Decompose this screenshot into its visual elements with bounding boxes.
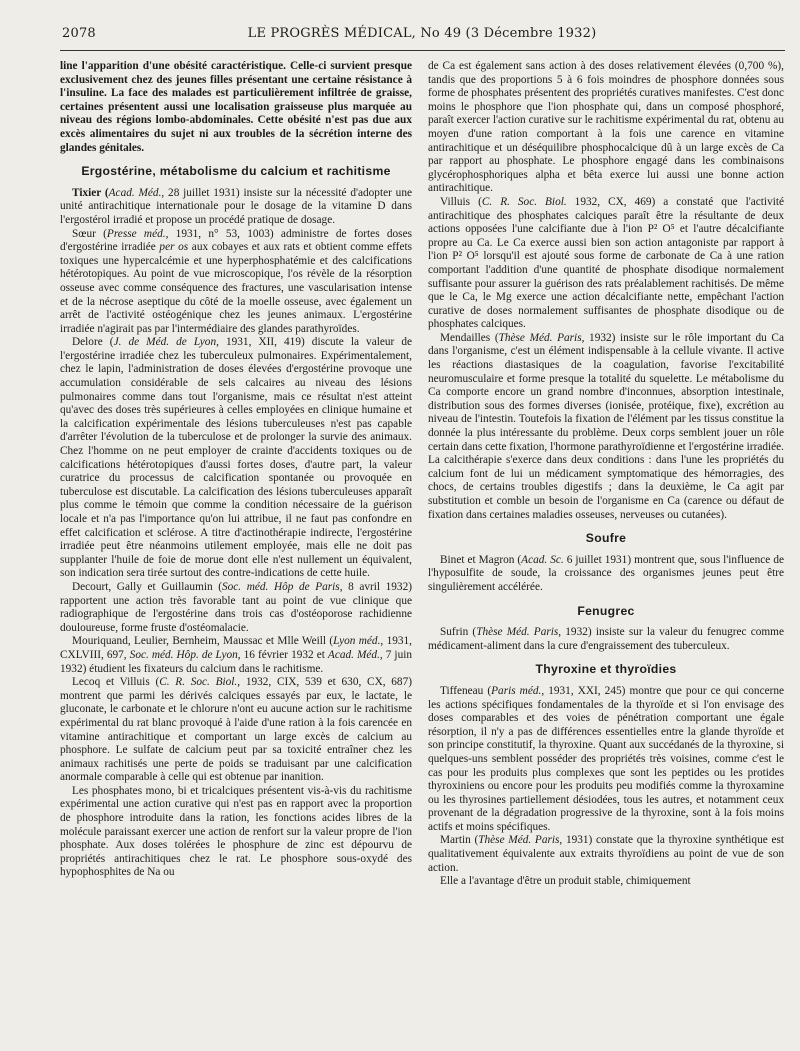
header-rule (60, 50, 785, 51)
paragraph-soeur: Sœur (Presse méd., 1931, n° 53, 1003) administre de fortes doses d'ergostérine irradiée per os aux cobayes et aux rats et obtient comme effets toxiques une hypercalcémie et une hyperphosphatémie et des calcifications hétérotopiques. Au point de vue microscopique, l'os révèle de la résorption osseuse avec comme conséquence des fractures, une vascularisation intense et de la nécrose aseptique du côté de la moelle osseuse, avec également un arrêt de l'activité ostéogénique chez les jeunes animaux. L'ergostérine irradiée n'agirait pas par l'intermédiaire des glandes parathyroïdes. (60, 227, 412, 335)
paragraph-tiffeneau: Tiffeneau (Paris méd., 1931, XXI, 245) montre que pour ce qui concerne les actions spécifiques fondamentales de la thyroïde et si l'on envisage des doses comparables et des voies de pénétration comportant une égale résorption, il n'y a pas de différences essentielles entre la glande thyroïde et son principe constitutif, la thyroxine. Quant aux succédanés de la thyroxine, si quelques-uns semblent posséder des propriétés très voisines, comme c'est le cas pour les produits plus complexes que sont les peptides ou les protides thyroxiniens ou encore pour les produits peu modifiés comme la thyroxamine ou les thyrosines partiellement désiodées, tous les autres, et notamment ceux provenant de la dégradation progressive de la thyroxine, sont à la fois moins actifs et moins spécifiques. (428, 684, 785, 833)
paragraph-villuis: Villuis (C. R. Soc. Biol. 1932, CX, 469) a constaté que l'activité antirachitique des phosphates calciques paraît être la résultante de deux actions opposées l'une calcifiante due à l'ion P² O⁵ et l'autre décalcifiante propre au Ca. Le Ca exerce aussi bien son action antagoniste par rapport à l'ion P² O⁵ lorsqu'il est ajouté sous forme de carbonate de Ca à une ration comportant l'addition d'une quantité de phosphate disodique normalement suffisante pour assurer la guérison des rats préalablement rachitisés. De même que le Ca, le Mg exerce une action décalcifiante nette, empêchant l'action curative de doses normalement suffisantes de phosphate disodique ou de phosphates calciques. (428, 195, 785, 331)
section-heading-ergosterine: Ergostérine, métabolisme du calcium et rachitisme (81, 164, 391, 179)
paragraph-mouriquand: Mouriquand, Leulier, Bernheim, Maussac et Mlle Weill (Lyon méd., 1931, CXLVIII, 697, Soc. méd. Hôp. de Lyon, 16 février 1932 et Acad. Méd., 7 juin 1932) étudient les fixateurs du calcium dans le rachitisme. (60, 635, 413, 675)
page-number: 2078 (62, 26, 96, 41)
paragraph-martin: Martin (Thèse Méd. Paris, 1931) constate que la thyroxine synthétique est qualitativement équivalente aux extraits thyroïdiens au point de vue de son action. (428, 834, 784, 874)
paragraph-lecoq: Lecoq et Villuis (C. R. Soc. Biol., 1932, CIX, 539 et 630, CX, 687) montrent que parmi les dérivés calciques essayés par eux, le lactate, le gluconate, le carbonate et le chlorure n'ont eu aucune action sur le rachitisme expérimental du rat blanc provoqué à l'aide d'une ration à la fois carencée en vitamine antirachitique et comportant un large excès de calcium au phosphore. Le sulfate de calcium peut par sa toxicité entraîner chez les animaux rachitisés une perte de poids se traduisant par une calcification anormale comparable à celle qui est obtenue par inanition. (60, 676, 412, 784)
section-heading-fenugrec: Fenugrec (577, 603, 635, 618)
section-heading-soufre: Soufre (585, 531, 627, 546)
paragraph-sufrin: Sufrin (Thèse Méd. Paris, 1932) insiste sur la valeur du fenugrec comme médicament-aliment dans la cure d'engraissement des tuberculeux. (428, 626, 784, 652)
paragraph-binet: Binet et Magron (Acad. Sc. 6 juillet 1931) montrent que, sous l'influence de l'hyposulfite de soude, la croissance des organismes jeunes peut être singulièrement accélérée. (428, 553, 784, 593)
paragraph-avantage: Elle a l'avantage d'être un produit stable, chimiquement (440, 875, 691, 888)
paragraph-phosphate-continued: de Ca est également sans action à des doses relativement élevées (0,700 %), tandis que des proportions 5 à 6 fois moindres de phosphore données sous forme de phosphates présentent des propriétés curatives manifestes. C'est donc moins le phosphore que l'ion phosphate qui, dans un composé phosphoré, paraît exercer l'action curative sur le rachitisme expérimental du rat, obtenu au moyen d'une ration comportant à la fois une carence en vitamine antirachitique et un déséquilibre phosphocalcique dû à un large excès de Ca par rapport au phosphate. Le phosphore engagé dans les combinaisons glycérophosphoriques alpha et bêta exerce lui aussi une bonne action antirachitique. (428, 60, 784, 195)
journal-title: LE PROGRÈS MÉDICAL, No 49 (3 Décembre 1932) (247, 26, 597, 41)
paragraph-mendailles: Mendailles (Thèse Méd. Paris, 1932) insiste sur le rôle important du Ca dans l'organisme, c'est un élément indispensable à la cellule vivante. Il active les réactions diastasiques de la coagulation, favorise l'excitabilité neuromusculaire et forme presque la totalité du squelette. Le métabolisme du Ca comporte encore un grand nombre d'inconnues, absorption intestinale, distribution sous des formes diverses (ionisée, protéique, fixe), excrétion au niveau de l'intestin. Toutefois la fixation de l'élément par les tissus constitue la donnée la plus intéressante du problème. Deux corps semblent jouer un rôle certain dans cette fixation, l'hormone parathyroïdienne et l'ergostérine irradiée. La calcithérapie s'exerce dans deux conditions : dans l'une les propriétés du calcium font de lui un médicament symptomatique des hémorragies, des chocs, de certains troubles digestifs ; dans la deuxième, le Ca agit par substitution et comble un besoin de l'organisme en Ca (carence ou défaut de fixation dans certaines maladies osseuses, nerveuses ou cutanées). (428, 331, 784, 521)
paragraph-decourt: Decourt, Gally et Guillaumin (Soc. méd. Hôp de Paris, 8 avril 1932) rapportent une action très favorable tant au point de vue clinique que radiographique de l'ergostérine dans trois cas d'ostéoporose rachidienne douloureuse, forme fruste d'ostéomalacie. (60, 580, 412, 634)
left-column (60, 60, 412, 880)
section-heading-thyroxine: Thyroxine et thyroïdies (535, 662, 677, 677)
paragraph-tixier: Tixier (Acad. Méd., 28 juillet 1931) insiste sur la nécessité d'adopter une unité antirachitique internationale pour le dosage de la vitamine D dans l'ergostérol irradié et propose un procédé pratique de dosage. (60, 186, 412, 226)
paragraph-phosphates: Les phosphates mono, bi et tricalciques présentent vis-à-vis du rachitisme expérimental une action curative qui n'est pas en rapport avec la proportion de phosphore introduite dans la ration, les fonctions acides libres de la molécule paraissant exercer une action de renfort sur la valeur propre de l'ion phosphate. Aux doses tolérées le phosphure de zinc est dépourvu de propriétés antirachitiques chez le rat. Le phosphore sous-oxydé des hypophosphites de Na ou (60, 784, 412, 879)
running-header (62, 26, 782, 44)
paragraph-delore: Delore (J. de Méd. de Lyon, 1931, XII, 419) discute la valeur de l'ergostérine irradiée chez les tuberculeux pulmonaires. Expérimentalement, chez le lapin, l'administration de doses élevées d'ergostérine provoque une accumulation considérable de sels calcaires au niveau des lésions pulmonaires comme dans tout l'organisme, mais ce résultat n'est atteint qu'avec des doses très supérieures à celles employées en clinique humaine et la calcification expérimentale des lésions tuberculeuses n'est pas capable d'arrêter l'évolution de la tuberculose et de prolonger la survie des animaux. Chez l'homme on ne peut employer de crainte d'accidents toxiques ou de calcifications hétérotopiques d'aussi fortes doses, d'autre part, la valeur curatrice du processus de calcification spontanée ou provoquée en tuberculose est discutable. La calcification des lésions tuberculeuses apparaît plus comme le témoin que comme la condition nécessaire de la guérison locale et n'a pas l'importance qu'on lui attribue, il ne faut pas confondre en effet calcification et sclérose. A titre d'actinothérapie indirecte, l'ergostérine irradiée peut être néanmoins utilement employée, mais elle ne doit pas supplanter l'huile de foie de morue dont elle n'est nullement un équivalent, son indication sera tirée surtout des contre-indications de cette huile. (60, 336, 412, 580)
paragraph-obesity-end: line l'apparition d'une obésité caractéristique. Celle-ci survient presque exclusivement chez des jeunes filles présentant une certaine résistance à l'insuline. La face des malades est particulièrement infiltrée de graisse, certaines présentent aussi une localisation graisseuse plus marquée au niveau des régions lombo-abdominales. Cette obésité n'est pas due aux excès alimentaires du sujet ni aux troubles de la sécrétion interne des glandes génitales. (60, 60, 412, 154)
right-column (428, 60, 784, 889)
